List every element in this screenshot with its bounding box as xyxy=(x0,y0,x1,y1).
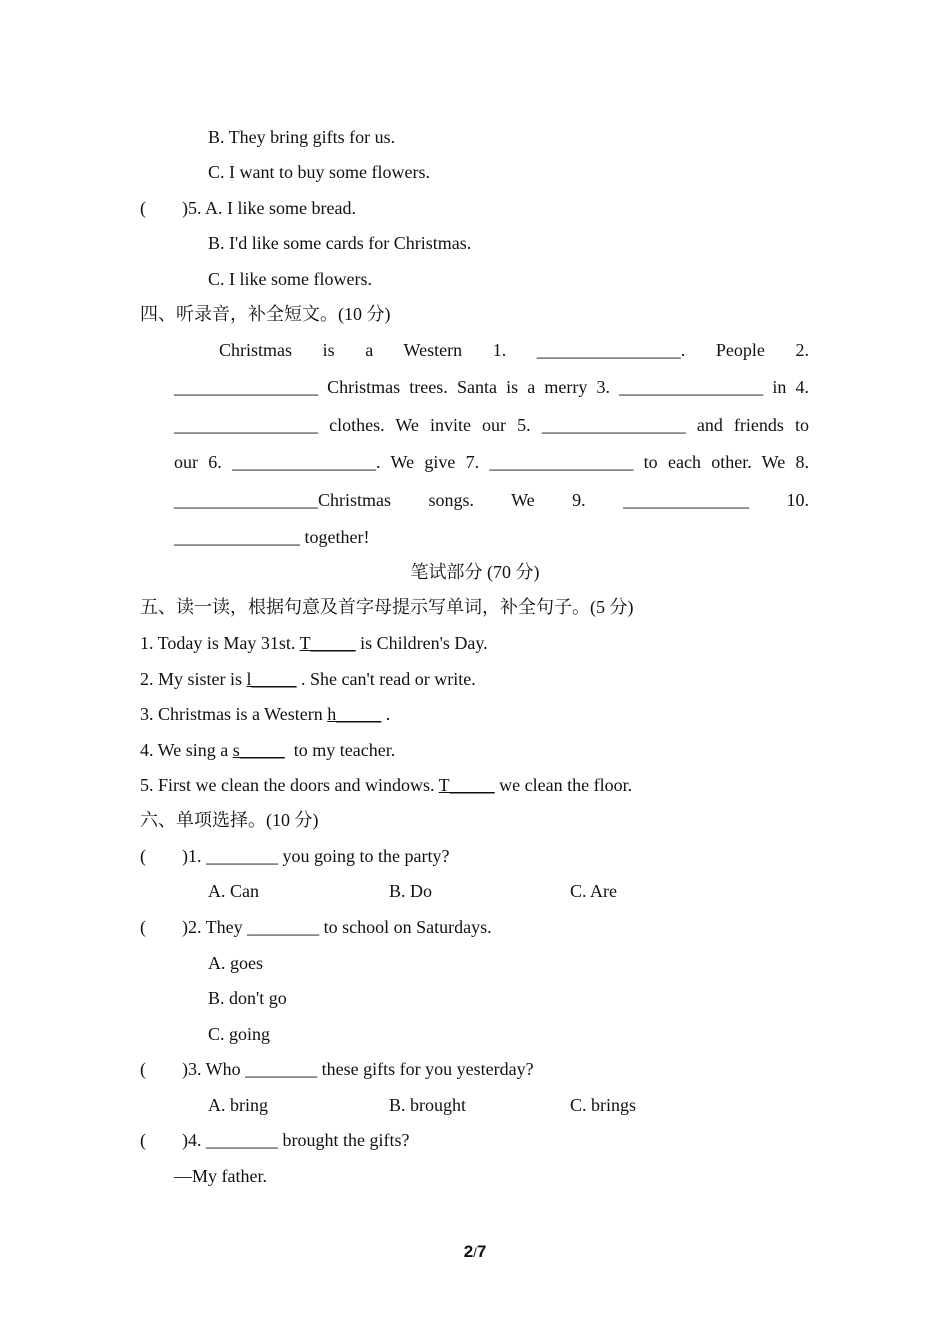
q5-option-b: B. I'd like some cards for Christmas. xyxy=(208,233,472,253)
s6-q1-option-a: A. Can xyxy=(208,881,259,901)
section5-item-3: 3. Christmas is a Western h_____ . xyxy=(140,704,391,724)
passage-word: ________________Christmas xyxy=(174,490,392,510)
passage-word: We xyxy=(511,490,535,510)
page-total: 7 xyxy=(476,1242,487,1261)
answer-blank: l_____ xyxy=(246,669,297,689)
s6-q3-option-c: C. brings xyxy=(570,1095,637,1115)
prev-option-b: B. They bring gifts for us. xyxy=(208,127,396,147)
section6-heading: 六、单项选择。(10 分) xyxy=(140,810,319,830)
section4-heading: 四、听录音，补全短文。(10 分) xyxy=(140,304,391,324)
s6-q3-option-b: B. brought xyxy=(389,1095,467,1115)
s6-q4-answer: —My father. xyxy=(174,1166,267,1186)
passage-line-6: ______________ together! xyxy=(174,527,370,547)
answer-blank: T_____ xyxy=(299,633,356,653)
passage-line-3: ________________ clothes. We invite our 5. ________________ and friends to xyxy=(174,415,809,435)
passage-line-2: ________________ Christmas trees. Santa is a merry 3. ________________ in 4. xyxy=(174,377,809,397)
s6-q1-option-b: B. Do xyxy=(389,881,433,901)
passage-word: 2. xyxy=(795,340,810,360)
s6-q2-option-c: C. going xyxy=(208,1024,271,1044)
section5-item-2: 2. My sister is l_____ . She can't read or write. xyxy=(140,669,476,689)
answer-blank: h_____ xyxy=(327,704,382,724)
passage-line-1 xyxy=(219,339,809,361)
passage-line-4: our 6. ________________. We give 7. ________________ to each other. We 8. xyxy=(174,452,809,472)
passage-word: ________________. xyxy=(536,340,686,360)
prev-option-c: C. I want to buy some flowers. xyxy=(208,162,430,182)
section5-item-5: 5. First we clean the doors and windows. T_____ we clean the floor. xyxy=(140,775,633,795)
q5-stem: ( )5. A. I like some bread. xyxy=(140,198,356,218)
s6-q4-stem: ( )4. ________ brought the gifts? xyxy=(140,1130,410,1150)
answer-blank: s_____ xyxy=(232,740,285,760)
section5-heading: 五、读一读，根据句意及首字母提示写单词，补全句子。(5 分) xyxy=(140,597,634,617)
section5-item-1: 1. Today is May 31st. T_____ is Children's Day. xyxy=(140,633,488,653)
s6-q1-stem: ( )1. ________ you going to the party? xyxy=(140,846,450,866)
passage-word: songs. xyxy=(428,490,474,510)
written-part-title: 笔试部分 (70 分) xyxy=(410,562,540,582)
s6-q3-option-a: A. bring xyxy=(208,1095,268,1115)
passage-word: 10. xyxy=(786,490,810,510)
page-current: 2 xyxy=(463,1242,474,1261)
answer-blank: T_____ xyxy=(438,775,495,795)
passage-word: People xyxy=(715,340,765,360)
passage-line-5 xyxy=(174,489,809,511)
passage-word: 1. xyxy=(492,340,507,360)
page-separator: / xyxy=(473,1245,477,1260)
passage-word: is xyxy=(322,340,335,360)
s6-q2-option-a: A. goes xyxy=(208,953,263,973)
section5-item-4: 4. We sing a s_____ to my teacher. xyxy=(140,740,396,760)
q5-option-c: C. I like some flowers. xyxy=(208,269,372,289)
s6-q1-option-c: C. Are xyxy=(570,881,617,901)
s6-q2-option-b: B. don't go xyxy=(208,988,287,1008)
s6-q3-stem: ( )3. Who ________ these gifts for you yesterday? xyxy=(140,1059,534,1079)
s6-q2-stem: ( )2. They ________ to school on Saturdays. xyxy=(140,917,492,937)
page-indicator xyxy=(0,1242,950,1262)
passage-word: ______________ xyxy=(623,490,750,510)
passage-word: 9. xyxy=(572,490,586,510)
passage-word: Christmas xyxy=(219,340,293,360)
passage-word: a xyxy=(365,340,374,360)
passage-word: Western xyxy=(403,340,463,360)
